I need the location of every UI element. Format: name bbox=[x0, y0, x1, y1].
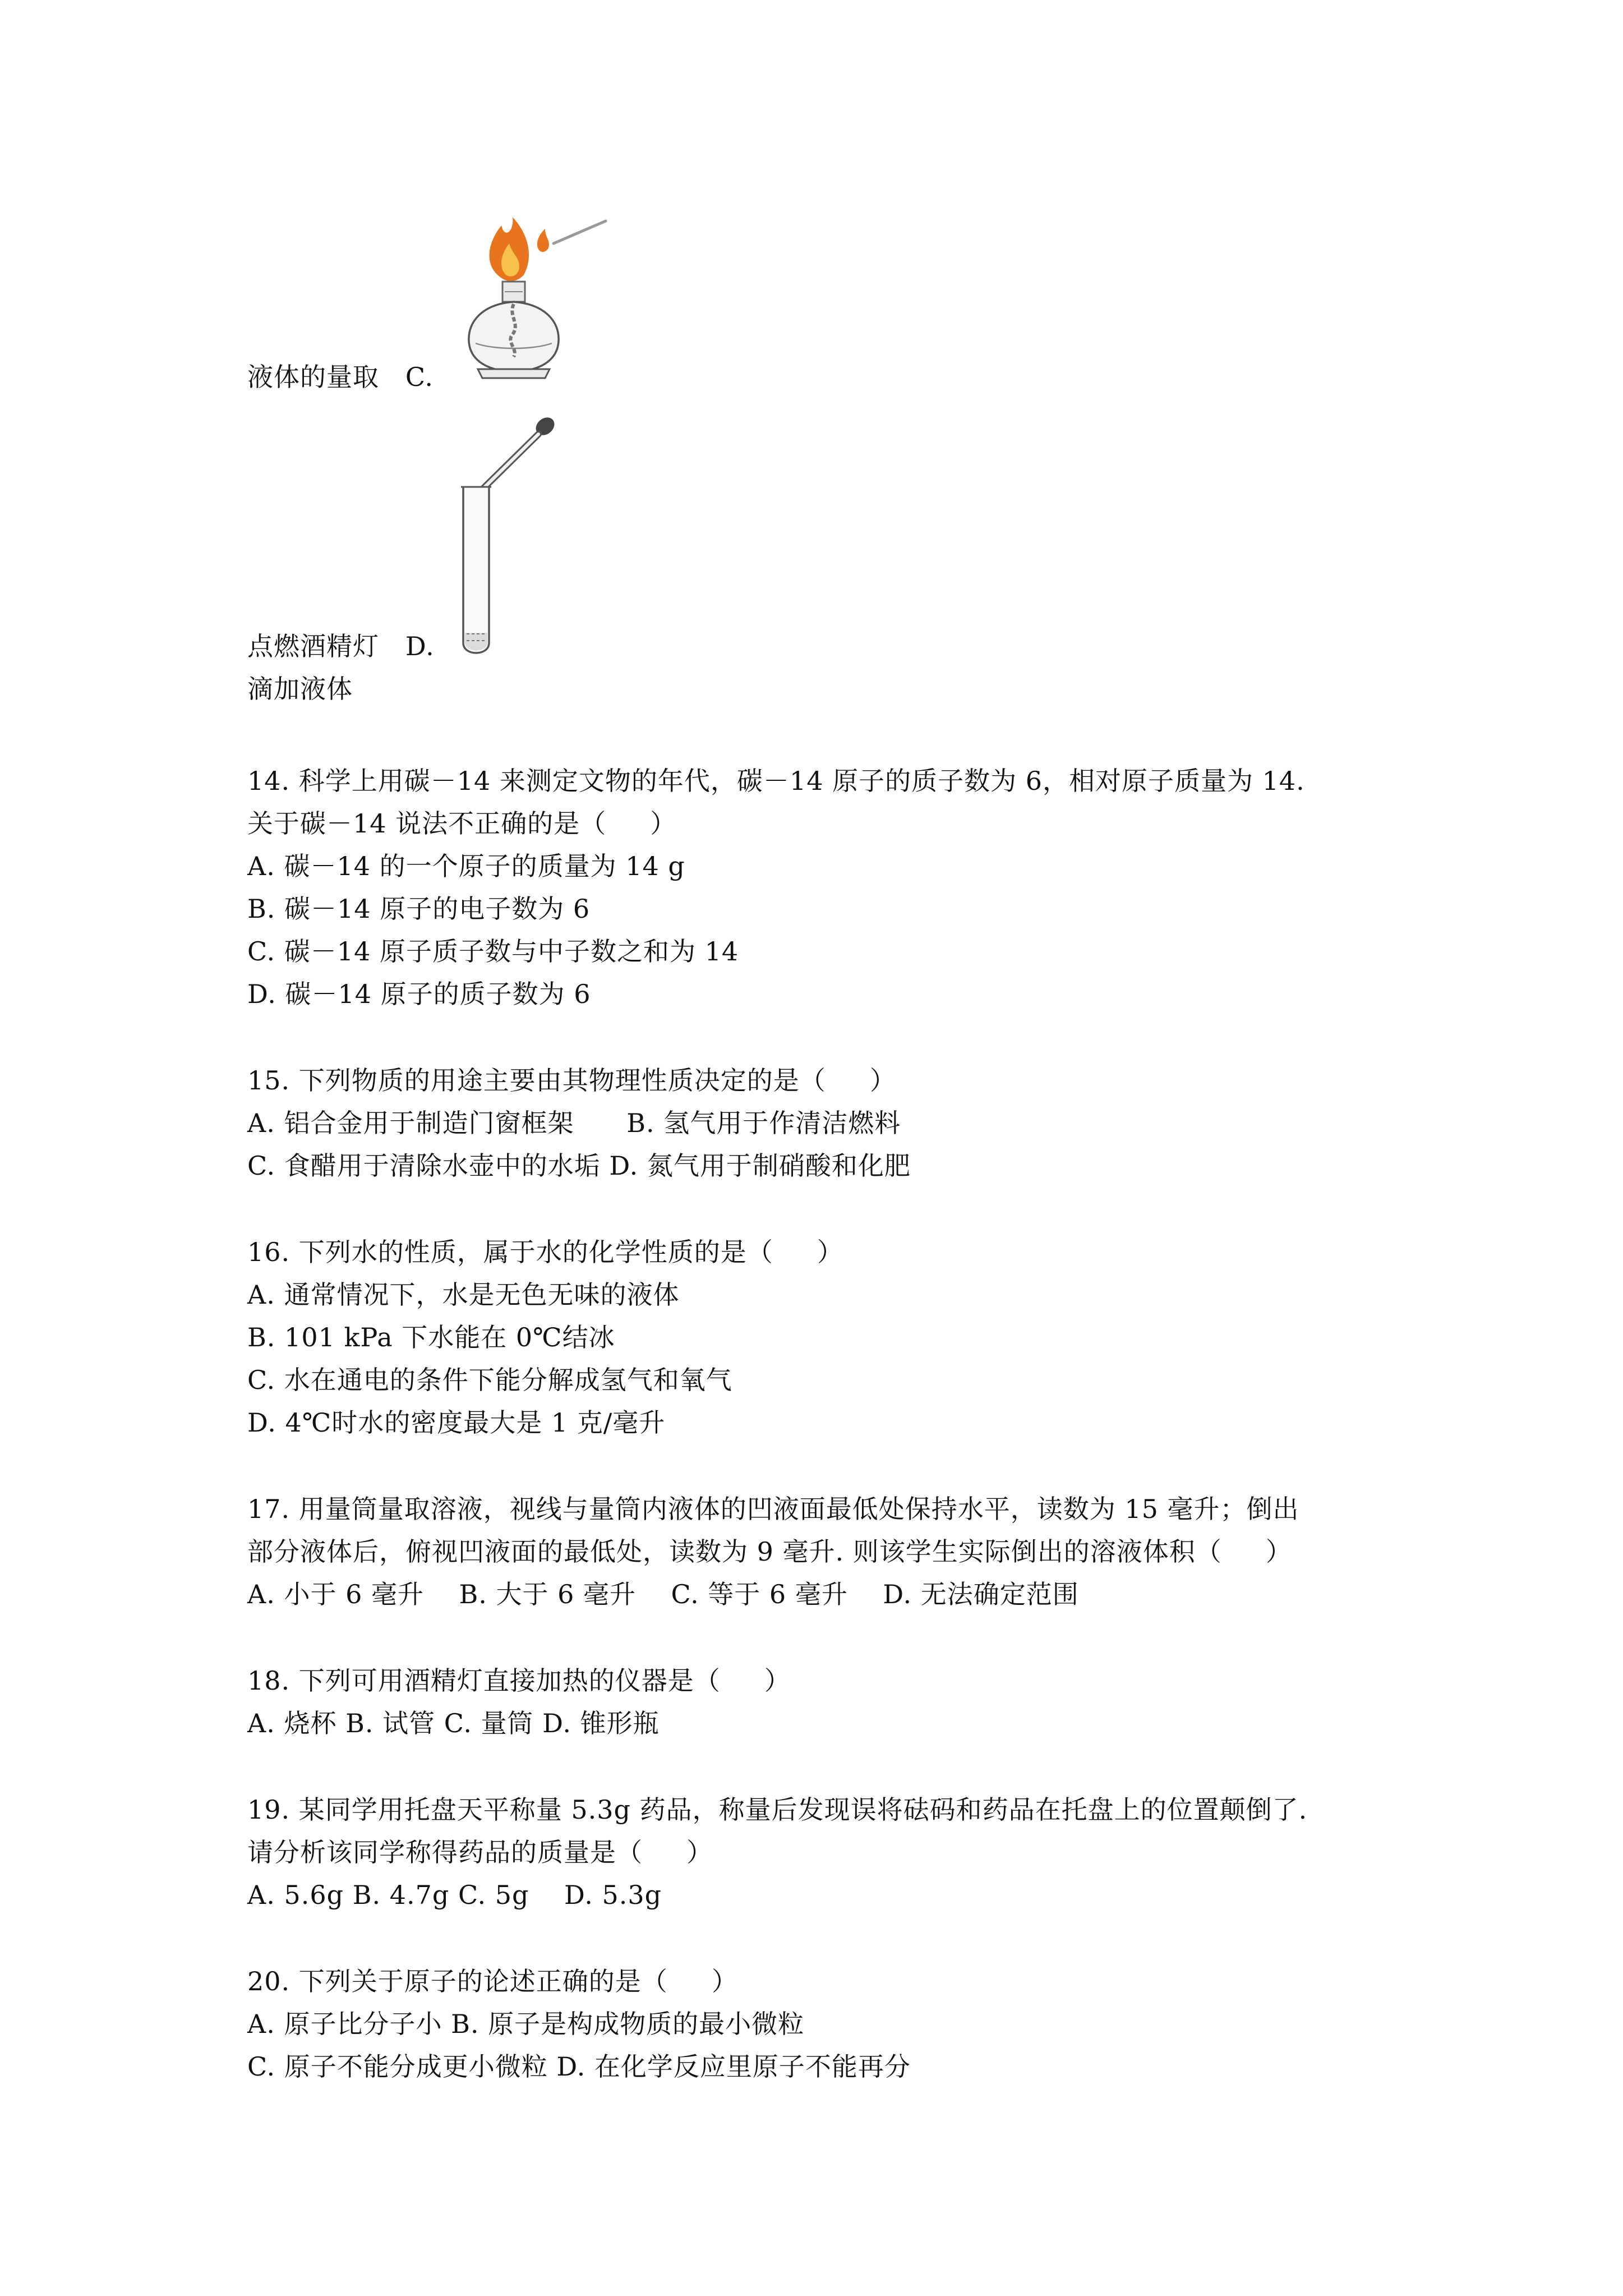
q13-option-b-caption: 液体的量取 C. bbox=[247, 362, 434, 392]
q14-option-b: B. 碳－14 原子的电子数为 6 bbox=[247, 894, 591, 924]
q20-stem: 20. 下列关于原子的论述正确的是（ ） bbox=[247, 1966, 738, 1996]
q13-option-c-caption: 点燃酒精灯 D. bbox=[247, 631, 435, 661]
q17-stem-line1: 17. 用量筒量取溶液，视线与量筒内液体的凹液面最低处保持水平，读数为 15 毫升；倒出 bbox=[247, 1494, 1299, 1524]
alcohol-lamp-icon bbox=[461, 209, 612, 399]
q19-stem-line2: 请分析该同学称得药品的质量是（ ） bbox=[247, 1837, 713, 1867]
q17-options: A. 小于 6 毫升 B. 大于 6 毫升 C. 等于 6 毫升 D. 无法确定范围 bbox=[247, 1579, 1079, 1609]
q14-option-d: D. 碳－14 原子的质子数为 6 bbox=[247, 979, 591, 1009]
q20-options-cd: C. 原子不能分成更小微粒 D. 在化学反应里原子不能再分 bbox=[247, 2051, 911, 2082]
q13-option-d-caption: 滴加液体 bbox=[247, 674, 353, 704]
q15-options-ab: A. 铝合金用于制造门窗框架 B. 氢气用于作清洁燃料 bbox=[247, 1108, 901, 1138]
q16-option-c: C. 水在通电的条件下能分解成氢气和氧气 bbox=[247, 1365, 732, 1395]
q14-option-c: C. 碳－14 原子质子数与中子数之和为 14 bbox=[247, 936, 739, 967]
q20-options-ab: A. 原子比分子小 B. 原子是构成物质的最小微粒 bbox=[247, 2009, 805, 2039]
q14-option-a: A. 碳－14 的一个原子的质量为 14 g bbox=[247, 851, 685, 881]
q16-option-b: B. 101 kPa 下水能在 0℃结冰 bbox=[247, 1322, 615, 1352]
q16-option-a: A. 通常情况下，水是无色无味的液体 bbox=[247, 1280, 680, 1310]
q14-stem-line1: 14. 科学上用碳－14 来测定文物的年代，碳－14 原子的质子数为 6，相对原子质量为 14. bbox=[247, 766, 1305, 796]
q16-option-d: D. 4℃时水的密度最大是 1 克/毫升 bbox=[247, 1407, 666, 1438]
q16-stem: 16. 下列水的性质，属于水的化学性质的是（ ） bbox=[247, 1237, 843, 1267]
q18-options: A. 烧杯 B. 试管 C. 量筒 D. 锥形瓶 bbox=[247, 1708, 660, 1738]
q18-stem: 18. 下列可用酒精灯直接加热的仪器是（ ） bbox=[247, 1665, 791, 1696]
q14-stem-line2: 关于碳－14 说法不正确的是（ ） bbox=[247, 808, 677, 839]
q15-stem: 15. 下列物质的用途主要由其物理性质决定的是（ ） bbox=[247, 1065, 896, 1096]
q15-options-cd: C. 食醋用于清除水壶中的水垢 D. 氮气用于制硝酸和化肥 bbox=[247, 1151, 911, 1181]
q19-stem-line1: 19. 某同学用托盘天平称量 5.3g 药品，称量后发现误将砝码和药品在托盘上的位置颠倒了. bbox=[247, 1795, 1308, 1825]
q17-stem-line2: 部分液体后，俯视凹液面的最低处，读数为 9 毫升. 则该学生实际倒出的溶液体积（ ） bbox=[247, 1536, 1292, 1567]
dropper-test-tube-icon bbox=[461, 414, 573, 661]
q19-options: A. 5.6g B. 4.7g C. 5g D. 5.3g bbox=[247, 1880, 662, 1910]
